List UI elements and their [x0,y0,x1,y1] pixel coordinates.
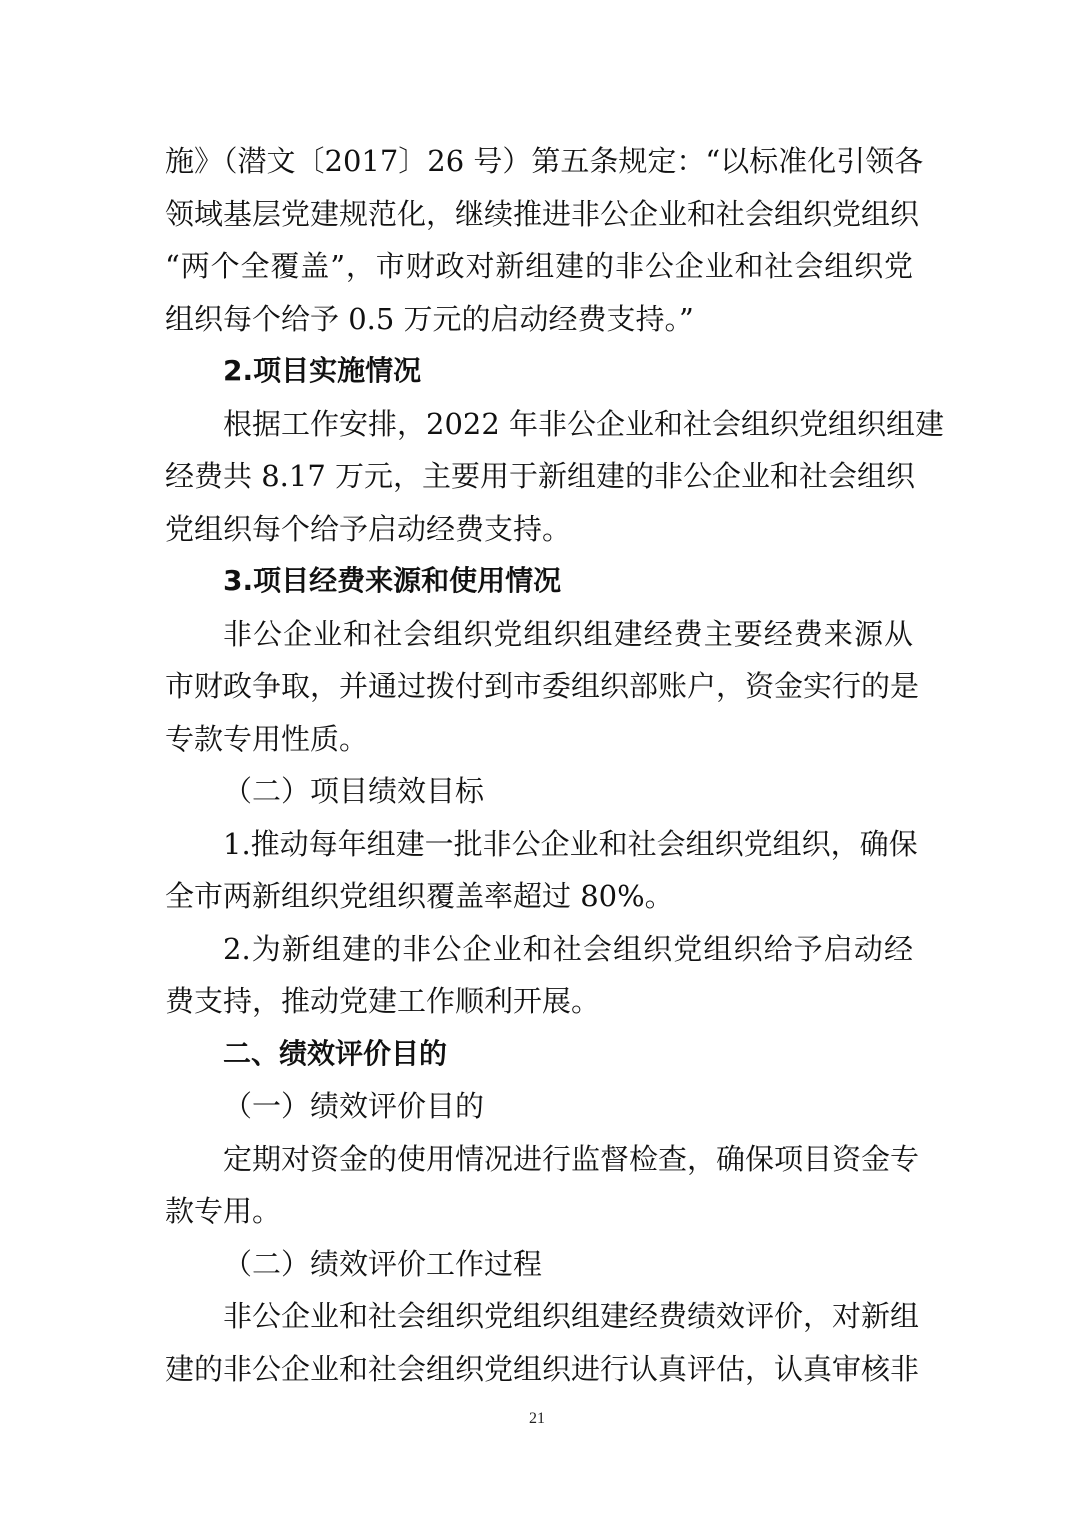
text-line: 经费共 8.17 万元，主要用于新组建的非公企业和社会组织 [165,459,916,493]
text-line: 全市两新组织党组织覆盖率超过 80%。 [165,879,674,913]
subsection-heading-evaluation-purpose: （一）绩效评价目的 [223,1089,485,1123]
text-line: 1.推动每年组建一批非公企业和社会组织党组织，确保 [223,826,918,861]
text-line: 根据工作安排，2022 年非公企业和社会组织党组织组建 [223,406,945,441]
text-line: 定期对资金的使用情况进行监督检查，确保项目资金专 [223,1141,920,1176]
text-line: 费支持，推动党建工作顺利开展。 [165,984,601,1018]
document-body [165,135,945,1395]
text-line: 款专用。 [165,1194,282,1228]
text-line: 专款专用性质。 [165,721,369,756]
text-line: 市财政争取，并通过拨付到市委组织部账户，资金实行的是 [165,669,920,703]
text-line: 非公企业和社会组织党组织组建经费主要经费来源从 [223,616,913,651]
text-line: 组织每个给予 0.5 万元的启动经费支持。” [165,301,694,336]
text-line: 党组织每个给予启动经费支持。 [165,511,572,546]
page-number: 21 [529,1410,545,1427]
section-heading-evaluation-purpose: 二、绩效评价目的 [223,1036,448,1070]
subsection-heading-performance-goals: （二）项目绩效目标 [223,774,485,808]
text-line: 2.为新组建的非公企业和社会组织党组织给予启动经 [223,931,913,966]
text-line: 施》（潜文〔2017〕26 号）第五条规定：“以标准化引领各 [165,144,924,178]
subsection-heading-evaluation-process: （二）绩效评价工作过程 [223,1246,543,1281]
text-line: “两个全覆盖”，市财政对新组建的非公企业和社会组织党 [165,249,913,283]
section-heading-funding-source: 3.项目经费来源和使用情况 [223,564,562,597]
text-line: 建的非公企业和社会组织党组织进行认真评估，认真审核非 [165,1351,920,1386]
text-line: 领域基层党建规范化，继续推进非公企业和社会组织党组织 [165,196,920,231]
text-line: 非公企业和社会组织党组织组建经费绩效评价，对新组 [223,1299,920,1333]
section-heading-project-implementation: 2.项目实施情况 [223,354,422,387]
